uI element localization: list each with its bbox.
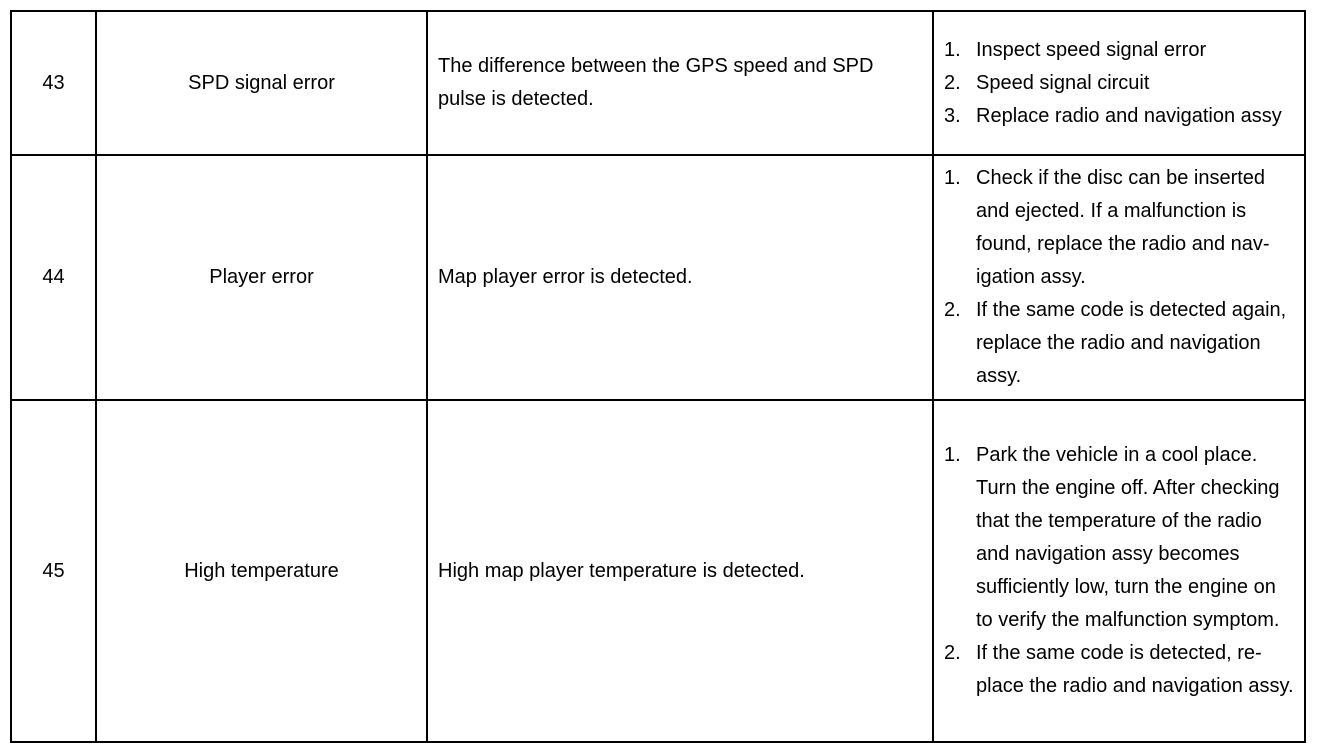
dtc-code-cell: 45 bbox=[11, 400, 96, 742]
action-number: 2. bbox=[944, 299, 961, 321]
trouble-area-cell: The difference between the GPS speed and SPD pulse is detected. bbox=[427, 11, 933, 155]
detection-item-cell: Player error bbox=[96, 155, 427, 400]
action-text: If the same code is detected again, replace the radio and navigation assy. bbox=[976, 299, 1287, 387]
action-text: If the same code is detected, replace the radio and navigation assy. bbox=[976, 642, 1294, 697]
action-list bbox=[944, 34, 1294, 133]
action-item bbox=[944, 439, 1294, 637]
action-number: 1. bbox=[944, 167, 961, 189]
action-cell bbox=[933, 400, 1305, 742]
action-text: Speed signal circuit bbox=[976, 71, 1150, 94]
dtc-table bbox=[10, 10, 1306, 743]
action-number: 1. bbox=[944, 38, 961, 61]
action-item bbox=[944, 294, 1294, 393]
trouble-area-cell: High map player temperature is detected. bbox=[427, 400, 933, 742]
action-text: Check if the disc can be inserted and ejected. If a malfunction is found, replace the radio and navigation assy. bbox=[976, 167, 1270, 288]
action-text: Inspect speed signal error bbox=[976, 38, 1207, 61]
detection-item-cell: SPD signal error bbox=[96, 11, 427, 155]
dtc-code-cell: 43 bbox=[11, 11, 96, 155]
action-cell bbox=[933, 155, 1305, 400]
action-cell bbox=[933, 11, 1305, 155]
action-item bbox=[944, 100, 1294, 133]
table-row bbox=[11, 155, 1305, 400]
action-list bbox=[944, 162, 1294, 393]
action-item bbox=[944, 67, 1294, 100]
action-list bbox=[944, 439, 1294, 703]
action-number: 3. bbox=[944, 104, 961, 127]
action-number: 2. bbox=[944, 71, 961, 94]
table-row bbox=[11, 400, 1305, 742]
action-item bbox=[944, 34, 1294, 67]
dtc-code-cell: 44 bbox=[11, 155, 96, 400]
table-row bbox=[11, 11, 1305, 155]
action-number: 2. bbox=[944, 642, 961, 664]
action-text: Replace radio and navigation assy bbox=[976, 104, 1282, 127]
detection-item-cell: High temperature bbox=[96, 400, 427, 742]
action-item bbox=[944, 162, 1294, 294]
trouble-area-cell: Map player error is detected. bbox=[427, 155, 933, 400]
action-item bbox=[944, 637, 1294, 703]
action-text: Park the vehicle in a cool place. Turn the engine off. After checking that the temperature of the radio and navigation assy becomes sufficiently low, turn the engine on to verify the malfunction symptom. bbox=[976, 444, 1280, 631]
action-number: 1. bbox=[944, 444, 961, 466]
